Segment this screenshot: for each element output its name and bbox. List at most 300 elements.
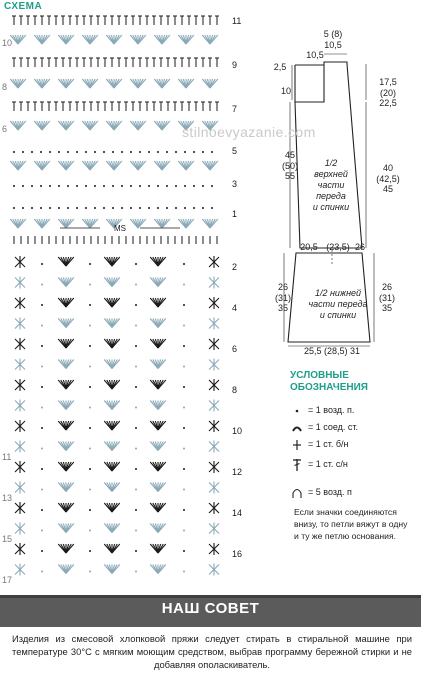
- row-number: 8: [232, 385, 238, 395]
- dim-upper-left: 45 (50) 55: [281, 150, 298, 181]
- dim-armhole: 17,5 (20) 22,5: [379, 77, 397, 108]
- legend-item-single-crochet: = 1 ст. б/н: [290, 437, 349, 451]
- chain-dot: [183, 448, 185, 450]
- chain-dot: [166, 151, 168, 153]
- chain-dot: [103, 207, 105, 209]
- chain-dot: [89, 427, 91, 429]
- chain-dot: [41, 263, 43, 265]
- cross-stitch-symbol: [209, 543, 219, 555]
- fan-symbol: [10, 219, 26, 228]
- fan-symbol: [34, 35, 50, 44]
- chain-dot: [13, 151, 15, 153]
- chain-dot: [67, 151, 69, 153]
- cross-stitch-symbol: [209, 400, 219, 412]
- fan-symbol: [104, 360, 120, 369]
- chain-dot: [148, 151, 150, 153]
- cross-stitch-symbol: [15, 523, 25, 535]
- fan-symbol: [154, 219, 170, 228]
- chain-dot: [67, 185, 69, 187]
- chain-dot: [193, 151, 195, 153]
- advice-header-stripe: [0, 595, 421, 598]
- fan-symbol: [58, 219, 74, 228]
- fan-symbol: [104, 319, 120, 328]
- row-number: 6: [2, 124, 8, 134]
- fan-symbol: [82, 121, 98, 130]
- chain-dot: [41, 345, 43, 347]
- fan-symbol: [58, 380, 74, 389]
- chain-dot: [89, 509, 91, 511]
- chain-dot: [183, 489, 185, 491]
- fan-symbol: [130, 79, 146, 88]
- chain-dot: [184, 207, 186, 209]
- chain-dot: [89, 407, 91, 409]
- chain-dot: [41, 407, 43, 409]
- row-number: 1: [232, 209, 238, 219]
- fan-symbol: [58, 421, 74, 430]
- dim-side-a: 2,5: [273, 62, 287, 72]
- fan-symbol: [10, 161, 26, 170]
- chain-dot: [121, 185, 123, 187]
- chain-dot: [67, 207, 69, 209]
- chain-dot: [76, 207, 78, 209]
- cross-stitch-symbol: [15, 441, 25, 453]
- dim-waist-left: 20,5: [300, 242, 318, 252]
- cross-stitch-symbol: [209, 318, 219, 330]
- dim-top-width2: 10,5: [324, 40, 342, 50]
- row-number: 5: [232, 146, 238, 156]
- cross-stitch-symbol: [15, 359, 25, 371]
- fan-symbol: [104, 524, 120, 533]
- chain-dot: [41, 550, 43, 552]
- dim-upper-right: 40 (42,5) 45: [376, 163, 400, 194]
- chain-dot: [183, 386, 185, 388]
- stitch-icon: [290, 458, 304, 472]
- plus-icon: [290, 439, 304, 451]
- chain-dot: [211, 151, 213, 153]
- chain-dot: [135, 448, 137, 450]
- fan-symbol: [10, 35, 26, 44]
- chain-dot: [135, 345, 137, 347]
- chain-dot: [183, 263, 185, 265]
- chain-dot: [135, 366, 137, 368]
- advice-text: Изделия из смесовой хлопковой пряжи следует стирать в стиральной машине при температуре 30°С с мягким моющим средством, выбрав программу бережной стирки и не добавляя ополаскиватель.: [12, 633, 412, 670]
- row-number: 9: [232, 60, 238, 70]
- fan-symbol: [34, 79, 50, 88]
- fan-symbol: [104, 462, 120, 471]
- fan-symbol: [58, 503, 74, 512]
- chain-dot: [41, 325, 43, 327]
- row-number: 3: [232, 179, 238, 189]
- chain-dot: [183, 366, 185, 368]
- chain-dot: [135, 427, 137, 429]
- chain-dot: [183, 571, 185, 573]
- fan-symbol: [10, 121, 26, 130]
- chain-dot: [183, 468, 185, 470]
- upper-part-outline: [295, 62, 362, 248]
- chain-dot: [135, 325, 137, 327]
- chain-dot: [58, 207, 60, 209]
- fan-symbol: [104, 503, 120, 512]
- row-number: 13: [2, 493, 13, 503]
- fan-symbol: [106, 35, 122, 44]
- chain-dot: [41, 304, 43, 306]
- cross-stitch-symbol: [15, 543, 25, 555]
- fan-symbol: [104, 278, 120, 287]
- chain-dot: [85, 185, 87, 187]
- fan-symbol: [58, 257, 74, 266]
- ms-label: MS: [114, 224, 126, 233]
- fan-symbol: [58, 339, 74, 348]
- chain-dot: [31, 185, 33, 187]
- cross-stitch-symbol: [15, 564, 25, 576]
- chain-dot: [184, 185, 186, 187]
- chain-dot: [41, 284, 43, 286]
- fan-symbol: [150, 278, 166, 287]
- chain-dot: [183, 427, 185, 429]
- fan-symbol: [178, 79, 194, 88]
- fan-symbol: [150, 442, 166, 451]
- chain-dot: [89, 468, 91, 470]
- fan-symbol: [104, 421, 120, 430]
- row-number: 16: [232, 549, 243, 559]
- chain-dot: [193, 185, 195, 187]
- fan-symbol: [58, 565, 74, 574]
- dim-top-width: 5 (8): [323, 29, 343, 39]
- fan-symbol: [104, 380, 120, 389]
- cross-stitch-symbol: [209, 564, 219, 576]
- cross-stitch-symbol: [209, 256, 219, 268]
- fan-symbol: [82, 35, 98, 44]
- fan-symbol: [154, 121, 170, 130]
- fan-symbol: [106, 79, 122, 88]
- fan-symbol: [104, 257, 120, 266]
- chain-dot: [89, 571, 91, 573]
- fan-symbol: [104, 339, 120, 348]
- fan-symbol: [104, 298, 120, 307]
- advice-title: НАШ СОВЕТ: [161, 600, 260, 617]
- fan-symbol: [130, 161, 146, 170]
- chain-dot: [193, 207, 195, 209]
- chain-dot: [41, 468, 43, 470]
- chain-dot: [49, 207, 51, 209]
- dim-neck-width: 10,5: [306, 50, 324, 60]
- fan-symbol: [150, 462, 166, 471]
- chain-dot: [103, 151, 105, 153]
- chain-dot: [211, 185, 213, 187]
- chain-dot: [89, 366, 91, 368]
- chain-dot: [202, 185, 204, 187]
- dim-waist-right: 26: [354, 242, 365, 252]
- fan-symbol: [202, 79, 218, 88]
- fan-symbol: [58, 121, 74, 130]
- row-number: 8: [2, 82, 8, 92]
- fan-symbol: [104, 565, 120, 574]
- chain-dot: [89, 550, 91, 552]
- cross-stitch-symbol: [15, 256, 25, 268]
- chain-dot: [89, 386, 91, 388]
- fan-symbol: [104, 401, 120, 410]
- chain-dot: [89, 304, 91, 306]
- chain-dot: [202, 207, 204, 209]
- chain-dot: [40, 151, 42, 153]
- fan-symbol: [58, 161, 74, 170]
- legend-item-chain-loop: = 5 возд. п: [290, 485, 352, 499]
- fan-symbol: [34, 161, 50, 170]
- fan-symbol: [150, 360, 166, 369]
- chain-dot: [166, 185, 168, 187]
- fan-symbol: [82, 219, 98, 228]
- legend-item-double-crochet: = 1 ст. с/н: [290, 457, 348, 471]
- cross-stitch-symbol: [209, 379, 219, 391]
- chain-dot: [183, 530, 185, 532]
- chain-dot: [41, 530, 43, 532]
- row-number: 7: [232, 104, 238, 114]
- watermark: stilnoevyazanie.com: [182, 124, 316, 140]
- chain-dot: [41, 509, 43, 511]
- fan-symbol: [150, 339, 166, 348]
- fan-symbol: [58, 462, 74, 471]
- fan-symbol: [34, 219, 50, 228]
- dim-bottom-width: 25,5 (28,5) 31: [303, 346, 361, 356]
- fan-symbol: [10, 79, 26, 88]
- chain-dot: [183, 325, 185, 327]
- chain-dot: [112, 207, 114, 209]
- chain-dot: [139, 207, 141, 209]
- chain-dot: [130, 151, 132, 153]
- fan-symbol: [58, 79, 74, 88]
- chain-dot: [202, 151, 204, 153]
- lower-part-label: 1/2 нижней части переда и спинки: [308, 288, 368, 320]
- fan-symbol: [154, 161, 170, 170]
- chain-dot: [135, 489, 137, 491]
- chain-dot: [135, 304, 137, 306]
- fan-symbol: [150, 524, 166, 533]
- chain-dot: [211, 207, 213, 209]
- dim-waist-mid: (23,5): [326, 242, 350, 252]
- chain-dot: [175, 207, 177, 209]
- chain-dot: [94, 151, 96, 153]
- fan-symbol: [178, 219, 194, 228]
- fan-symbol: [202, 219, 218, 228]
- chain-dot: [31, 151, 33, 153]
- chain-dot: [130, 185, 132, 187]
- chain-dot: [148, 185, 150, 187]
- fan-symbol: [58, 483, 74, 492]
- chain-dot: [175, 151, 177, 153]
- chain-dot: [184, 151, 186, 153]
- chain-dot: [157, 185, 159, 187]
- chain-dot: [135, 263, 137, 265]
- chain-dot: [22, 185, 24, 187]
- chain-dot: [135, 284, 137, 286]
- fan-symbol: [130, 35, 146, 44]
- chain-dot: [40, 207, 42, 209]
- chain-dot: [41, 366, 43, 368]
- chain-dot: [85, 207, 87, 209]
- fan-symbol: [58, 442, 74, 451]
- chain-dot: [135, 550, 137, 552]
- chain-dot: [112, 151, 114, 153]
- chart-title: СХЕМА: [4, 1, 43, 12]
- chain-dot: [41, 571, 43, 573]
- fan-symbol: [178, 35, 194, 44]
- fan-symbol: [82, 79, 98, 88]
- cross-stitch-symbol: [15, 420, 25, 432]
- cross-stitch-symbol: [15, 502, 25, 514]
- chain-dot: [166, 207, 168, 209]
- row-number: 17: [2, 575, 13, 585]
- fan-symbol: [82, 161, 98, 170]
- chain-dot: [89, 325, 91, 327]
- chain-dot: [135, 407, 137, 409]
- chain-dot: [121, 151, 123, 153]
- chain-dot: [139, 185, 141, 187]
- fan-symbol: [150, 401, 166, 410]
- chain-dot: [40, 185, 42, 187]
- chain-dot: [103, 185, 105, 187]
- fan-symbol: [178, 161, 194, 170]
- upper-part-label: 1/2 верхней части переда и спинки: [312, 158, 350, 212]
- fan-symbol: [58, 360, 74, 369]
- fan-symbol: [58, 298, 74, 307]
- fan-symbol: [106, 161, 122, 170]
- row-number: 10: [232, 426, 243, 436]
- chain-dot: [31, 207, 33, 209]
- arc-icon: [290, 422, 304, 434]
- legend-item-slip-stitch: = 1 соед. ст.: [290, 420, 358, 434]
- row-number: 2: [232, 262, 238, 272]
- fan-symbol: [150, 565, 166, 574]
- chain-dot: [13, 207, 15, 209]
- fan-symbol: [202, 161, 218, 170]
- cross-stitch-symbol: [209, 461, 219, 473]
- chain-dot: [121, 207, 123, 209]
- chain-dot: [89, 489, 91, 491]
- fan-symbol: [150, 503, 166, 512]
- fan-symbol: [58, 524, 74, 533]
- chain-dot: [49, 151, 51, 153]
- cross-stitch-symbol: [15, 379, 25, 391]
- cross-stitch-symbol: [209, 502, 219, 514]
- chain-dot: [41, 448, 43, 450]
- fan-symbol: [150, 257, 166, 266]
- legend-item-chain: = 1 возд. п.: [290, 403, 354, 417]
- chain-dot: [175, 185, 177, 187]
- cross-stitch-symbol: [209, 441, 219, 453]
- cross-stitch-symbol: [15, 338, 25, 350]
- chain-dot: [157, 151, 159, 153]
- chain-dot: [135, 386, 137, 388]
- dim-side-b: 10: [280, 86, 291, 96]
- chain-dot: [139, 151, 141, 153]
- fan-symbol: [104, 544, 120, 553]
- chain-dot: [183, 550, 185, 552]
- fan-symbol: [58, 278, 74, 287]
- cross-stitch-symbol: [209, 338, 219, 350]
- row-number: 4: [232, 303, 238, 313]
- fan-symbol: [58, 319, 74, 328]
- cross-stitch-symbol: [15, 482, 25, 494]
- fan-symbol: [104, 442, 120, 451]
- chain-dot: [183, 345, 185, 347]
- chain-dot: [22, 151, 24, 153]
- chain-dot: [130, 207, 132, 209]
- row-number: 11: [232, 16, 242, 26]
- cross-stitch-symbol: [209, 482, 219, 494]
- dim-lower-left: 26 (31) 35: [274, 282, 291, 313]
- dot-icon: [290, 405, 304, 417]
- chain-dot: [41, 427, 43, 429]
- chain-dot: [58, 185, 60, 187]
- row-number: 11: [2, 452, 12, 462]
- chain-dot: [183, 284, 185, 286]
- chain-dot: [135, 571, 137, 573]
- fan-symbol: [150, 319, 166, 328]
- chain-dot: [49, 185, 51, 187]
- chain-dot: [89, 345, 91, 347]
- fan-symbol: [154, 35, 170, 44]
- row-number: 14: [232, 508, 243, 518]
- chain-dot: [13, 185, 15, 187]
- fan-symbol: [154, 79, 170, 88]
- fan-symbol: [104, 483, 120, 492]
- chain-dot: [135, 468, 137, 470]
- dim-lower-right: 26 (31) 35: [378, 282, 395, 313]
- chain-dot: [85, 151, 87, 153]
- fan-symbol: [58, 544, 74, 553]
- cross-stitch-symbol: [15, 318, 25, 330]
- cross-stitch-symbol: [209, 297, 219, 309]
- crochet-chart: [0, 12, 245, 592]
- loop-icon: [290, 487, 304, 499]
- chain-dot: [89, 530, 91, 532]
- chain-dot: [157, 207, 159, 209]
- cross-stitch-symbol: [15, 277, 25, 289]
- cross-stitch-symbol: [209, 359, 219, 371]
- fan-symbol: [150, 380, 166, 389]
- chain-dot: [183, 304, 185, 306]
- cross-stitch-symbol: [209, 523, 219, 535]
- legend-title: УСЛОВНЫЕ ОБОЗНАЧЕНИЯ: [290, 370, 368, 393]
- chain-dot: [76, 185, 78, 187]
- cross-stitch-symbol: [209, 277, 219, 289]
- row-number: 15: [2, 534, 13, 544]
- chain-dot: [89, 448, 91, 450]
- fan-symbol: [150, 421, 166, 430]
- fan-symbol: [58, 401, 74, 410]
- legend-note: Если значки соединяются внизу, то петли вяжут в одну и ту же петлю основания.: [294, 507, 408, 541]
- fan-symbol: [150, 298, 166, 307]
- fan-symbol: [34, 121, 50, 130]
- chain-dot: [112, 185, 114, 187]
- chain-dot: [89, 263, 91, 265]
- chain-dot: [76, 151, 78, 153]
- fan-symbol: [130, 121, 146, 130]
- cross-stitch-symbol: [209, 420, 219, 432]
- fan-symbol: [130, 219, 146, 228]
- fan-symbol: [58, 35, 74, 44]
- chain-dot: [135, 509, 137, 511]
- row-number: 12: [232, 467, 243, 477]
- fan-symbol: [150, 483, 166, 492]
- fan-symbol: [150, 544, 166, 553]
- fan-symbol: [202, 35, 218, 44]
- row-number: 6: [232, 344, 238, 354]
- chain-dot: [94, 185, 96, 187]
- chain-dot: [89, 284, 91, 286]
- chain-dot: [41, 489, 43, 491]
- chain-dot: [94, 207, 96, 209]
